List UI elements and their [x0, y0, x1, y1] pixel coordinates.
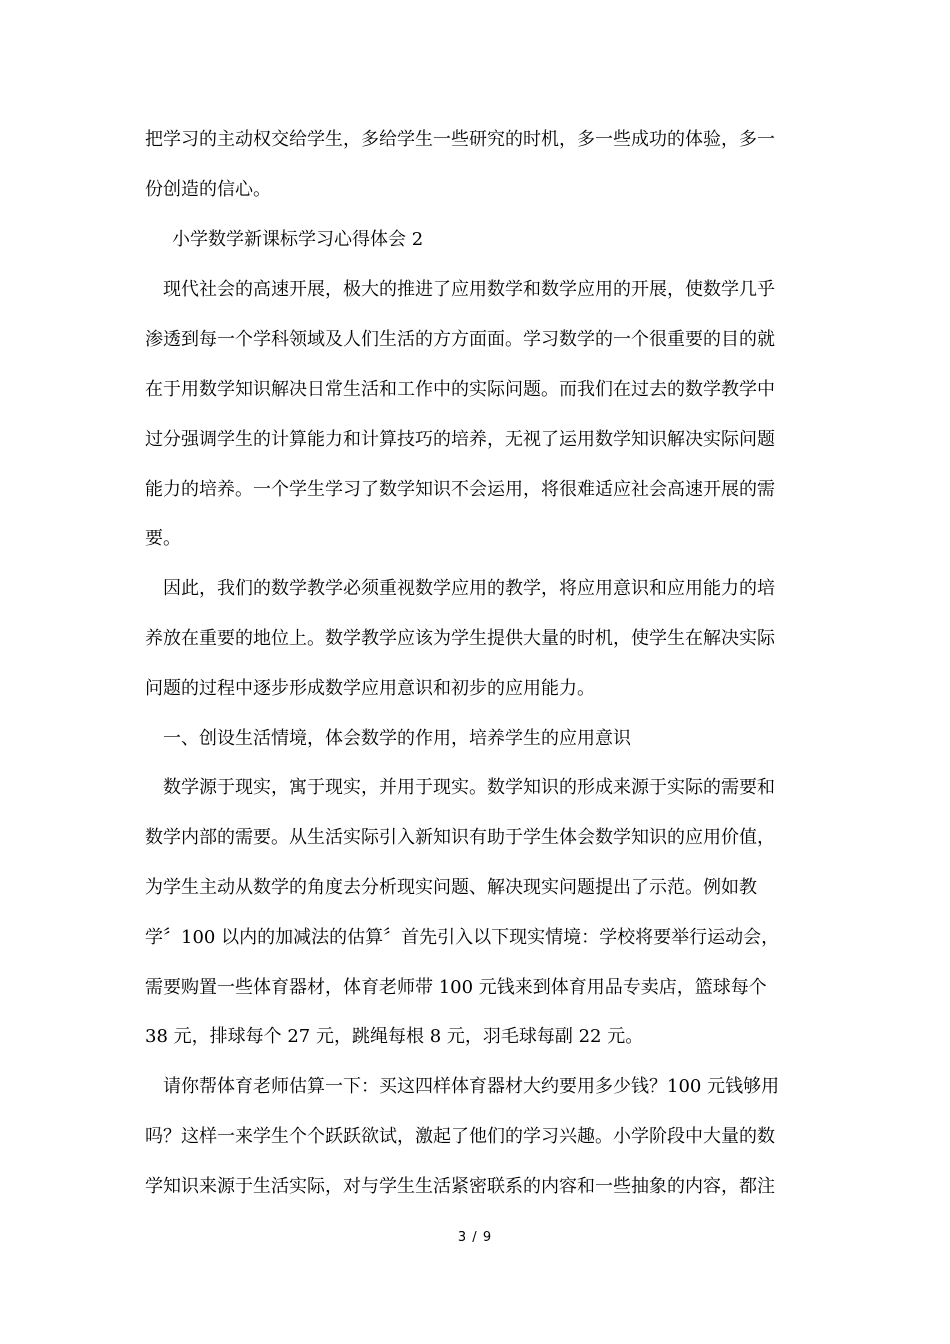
text-line: 吗？这样一来学生个个跃跃欲试，激起了他们的学习兴趣。小学阶段中大量的数: [145, 1126, 775, 1147]
text-line: 渗透到每一个学科领域及人们生活的方方面面。学习数学的一个很重要的目的就: [145, 329, 775, 350]
text-line: 38 元，排球每个 27 元，跳绳每根 8 元，羽毛球每副 22 元。: [145, 1026, 644, 1047]
text-line: 需要购置一些体育器材，体育老师带 100 元钱来到体育用品专卖店，篮球每个: [145, 977, 767, 998]
section-heading: 小学数学新课标学习心得体会 2: [172, 229, 424, 250]
text-line: 养放在重要的地位上。数学教学应该为学生提供大量的时机，使学生在解决实际: [145, 628, 775, 649]
text-line: 把学习的主动权交给学生，多给学生一些研究的时机，多一些成功的体验，多一: [145, 129, 775, 150]
subsection-heading: 一、创设生活情境，体会数学的作用，培养学生的应用意识: [163, 728, 631, 749]
text-line: 请你帮体育老师估算一下：买这四样体育器材大约要用多少钱？100 元钱够用: [163, 1076, 780, 1097]
text-line: 过分强调学生的计算能力和计算技巧的培养，无视了运用数学知识解决实际问题: [145, 429, 775, 450]
page-number: 3 / 9: [457, 1230, 493, 1245]
text-line: 能力的培养。一个学生学习了数学知识不会运用，将很难适应社会高速开展的需: [145, 479, 775, 500]
text-line: 学知识来源于生活实际，对与学生生活紧密联系的内容和一些抽象的内容，都注: [145, 1176, 775, 1197]
text-line: 因此，我们的数学教学必须重视数学应用的教学，将应用意识和应用能力的培: [163, 578, 775, 599]
text-line: 学〞100 以内的加减法的估算〞首先引入以下现实情境：学校将要举行运动会，: [145, 927, 780, 948]
text-line: 为学生主动从数学的角度去分析现实问题、解决现实问题提出了示范。例如教: [145, 877, 757, 898]
text-line: 现代社会的高速开展，极大的推进了应用数学和数学应用的开展，使数学几乎: [163, 279, 775, 300]
text-line: 要。: [145, 528, 181, 549]
text-line: 数学内部的需要。从生活实际引入新知识有助于学生体会数学知识的应用价值，: [145, 827, 775, 848]
text-line: 份创造的信心。: [145, 179, 271, 200]
text-line: 在于用数学知识解决日常生活和工作中的实际问题。而我们在过去的数学教学中: [145, 379, 775, 400]
text-line: 问题的过程中逐步形成数学应用意识和初步的应用能力。: [145, 678, 595, 699]
text-line: 数学源于现实，寓于现实，并用于现实。数学知识的形成来源于实际的需要和: [163, 777, 775, 798]
